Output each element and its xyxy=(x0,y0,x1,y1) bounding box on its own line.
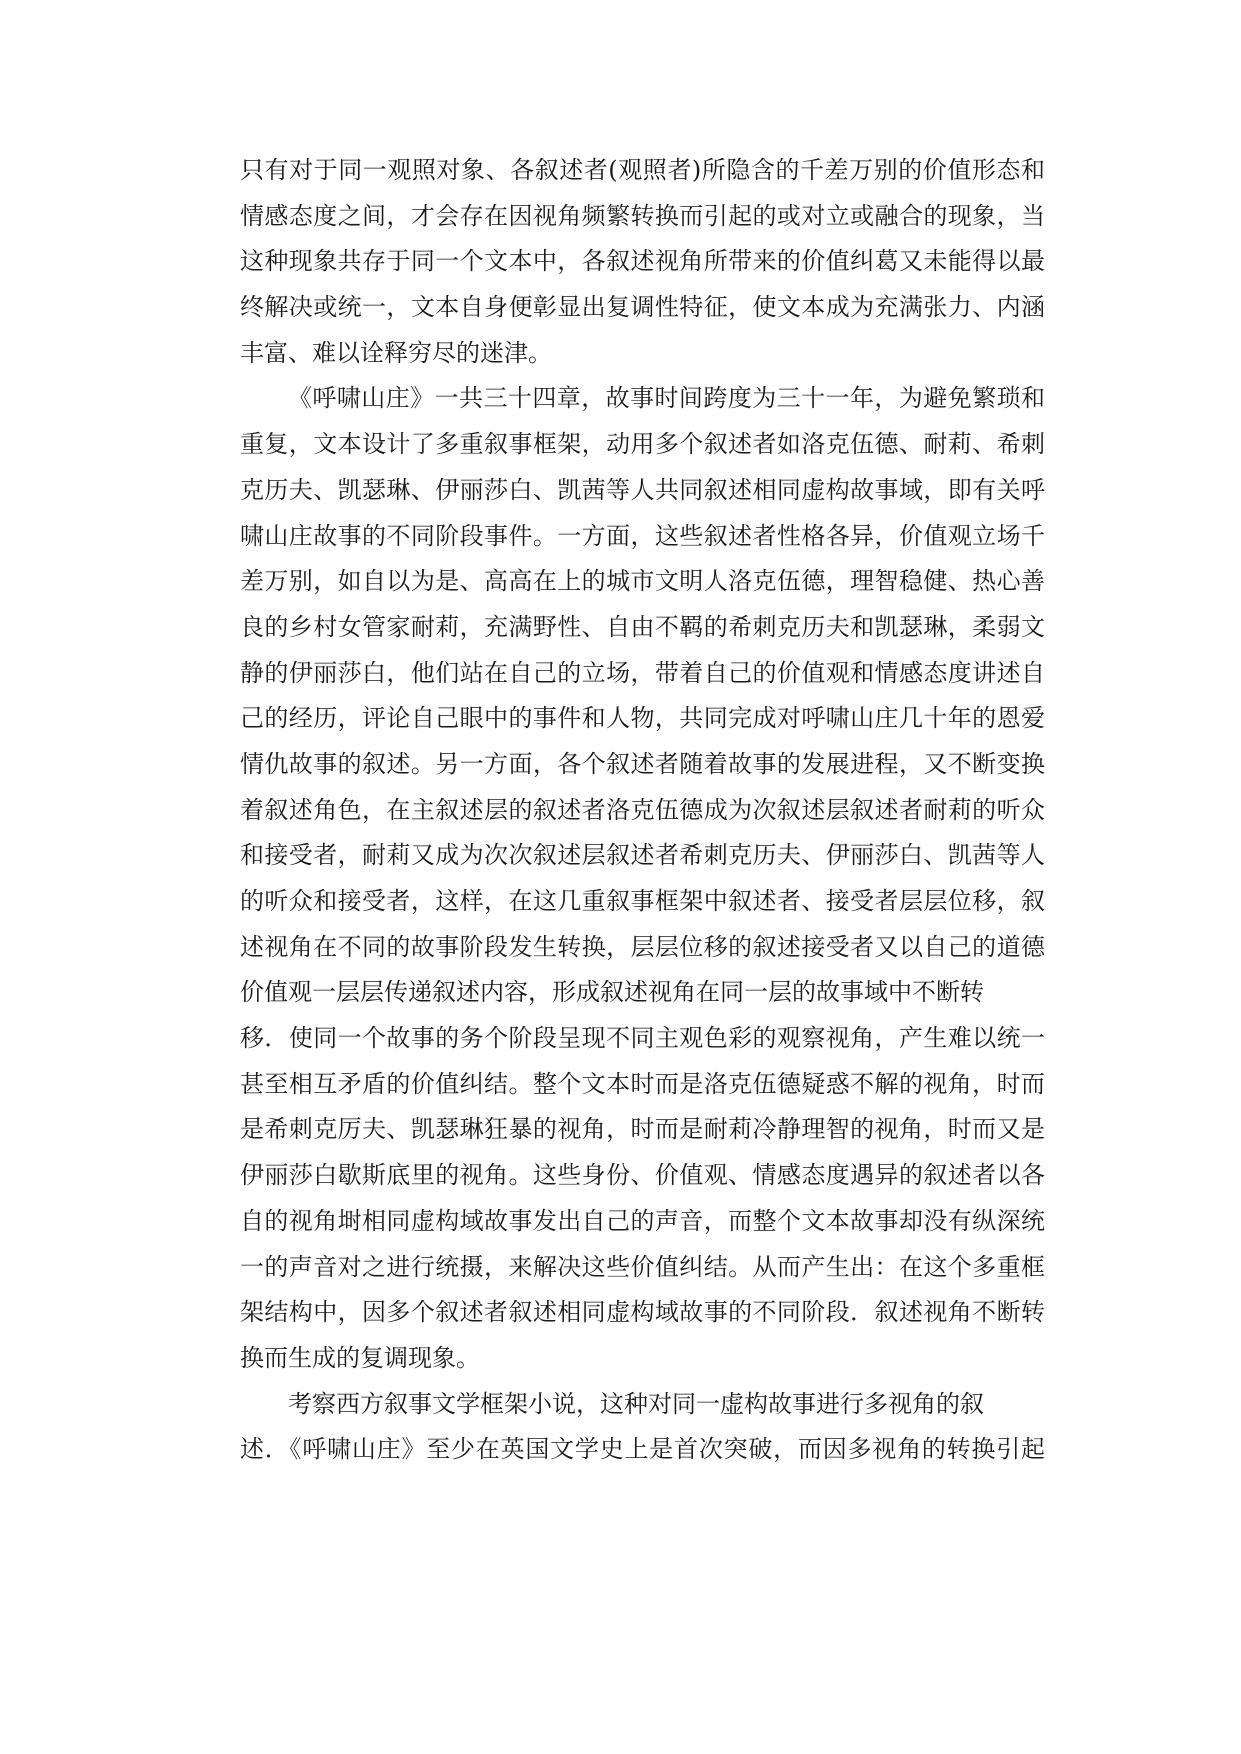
text-line: 终解决或统一，文本自身便彰显出复调性特征，使文本成为充满张力、内涵 xyxy=(240,293,1045,322)
text-line: 己的经历，评论自己眼中的事件和人物，共同完成对呼啸山庄几十年的恩爱 xyxy=(240,704,1045,733)
text-line: 克历夫、凯瑟琳、伊丽莎白、凯茜等人共同叙述相同虚构故事域，即有关呼 xyxy=(240,475,1045,504)
paragraph-2 xyxy=(240,376,1045,1381)
text-line: 价值观一层层传递叙述内容，形成叙述视角在同一层的故事域中不断转 xyxy=(240,978,984,1007)
text-line: 良的乡村女管家耐莉，充满野性、自由不羁的希刺克历夫和凯瑟琳，柔弱文 xyxy=(240,612,1045,641)
text-line: 伊丽莎白歇斯底里的视角。这些身份、价值观、情感态度遇异的叙述者以各 xyxy=(240,1161,1045,1190)
text-line: 丰富、难以诠释穷尽的迷津。 xyxy=(240,338,552,367)
text-line: 是希刺克厉夫、凯瑟琳狂暴的视角，时而是耐莉冷静理智的视角，时而又是 xyxy=(240,1115,1045,1144)
paragraph-1 xyxy=(240,148,1045,376)
text-line: 和接受者，耐莉又成为次次叙述层叙述者希刺克历夫、伊丽莎白、凯茜等人 xyxy=(240,841,1045,870)
text-line: 《呼啸山庄》一共三十四章，故事时间跨度为三十一年，为避免繁琐和 xyxy=(288,384,1045,413)
paragraph-3 xyxy=(240,1382,1045,1473)
text-line: 述视角在不同的故事阶段发生转换，层层位移的叙述接受者又以自己的道德 xyxy=(240,932,1045,961)
document-page xyxy=(240,148,1045,1473)
text-line: 啸山庄故事的不同阶段事件。一方面，这些叙述者性格各异，价值观立场千 xyxy=(240,521,1045,550)
text-line: 着叙述角色，在主叙述层的叙述者洛克伍德成为次叙述层叙述者耐莉的听众 xyxy=(240,795,1045,824)
text-line: 一的声音对之进行统摄，来解决这些价值纠结。从而产生出：在这个多重框 xyxy=(240,1252,1045,1281)
text-line: 自的视角埘相同虚构域故事发出自己的声音，而整个文本故事却没有纵深统 xyxy=(240,1206,1045,1235)
text-line: 情感态度之间，才会存在因视角频繁转换而引起的或对立或融合的现象，当 xyxy=(240,201,1045,230)
text-line: 静的伊丽莎白，他们站在自己的立场，带着自己的价值观和情感态度讲述自 xyxy=(240,658,1045,687)
text-line: 甚至相互矛盾的价值纠结。整个文本时而是洛克伍德疑惑不解的视角，时而 xyxy=(240,1069,1045,1098)
text-line: 移．使同一个故事的务个阶段呈现不同主观色彩的观察视角，产生难以统一 xyxy=(240,1024,1045,1053)
text-line: 差万别，如自以为是、高高在上的城市文明人洛克伍德，理智稳健、热心善 xyxy=(240,567,1045,596)
text-line: 这种现象共存于同一个文本中，各叙述视角所带来的价值纠葛又未能得以最 xyxy=(240,247,1045,276)
text-line: 的听众和接受者，这样，在这几重叙事框架中叙述者、接受者层层位移，叙 xyxy=(240,887,1045,915)
text-line: 情仇故事的叙述。另一方面，各个叙述者随着故事的发展进程，又不断变换 xyxy=(240,749,1045,778)
text-line: 述．《呼啸山庄》至少在英国文学史上是首次突破，而因多视角的转换引起 xyxy=(240,1435,1045,1464)
text-line: 考察西方叙事文学框架小说，这种对同一虚构故事进行多视角的叙 xyxy=(288,1389,984,1418)
text-line: 换而生成的复调现象。 xyxy=(240,1343,480,1372)
text-line: 只有对于同一观照对象、各叙述者(观照者)所隐含的千差万别的价值形态和 xyxy=(240,156,1045,184)
text-line: 重复，文本设计了多重叙事框架，动用多个叙述者如洛克伍德、耐莉、希刺 xyxy=(240,430,1045,459)
text-line: 架结构中，因多个叙述者叙述相同虚构域故事的不同阶段．叙述视角不断转 xyxy=(240,1298,1045,1327)
